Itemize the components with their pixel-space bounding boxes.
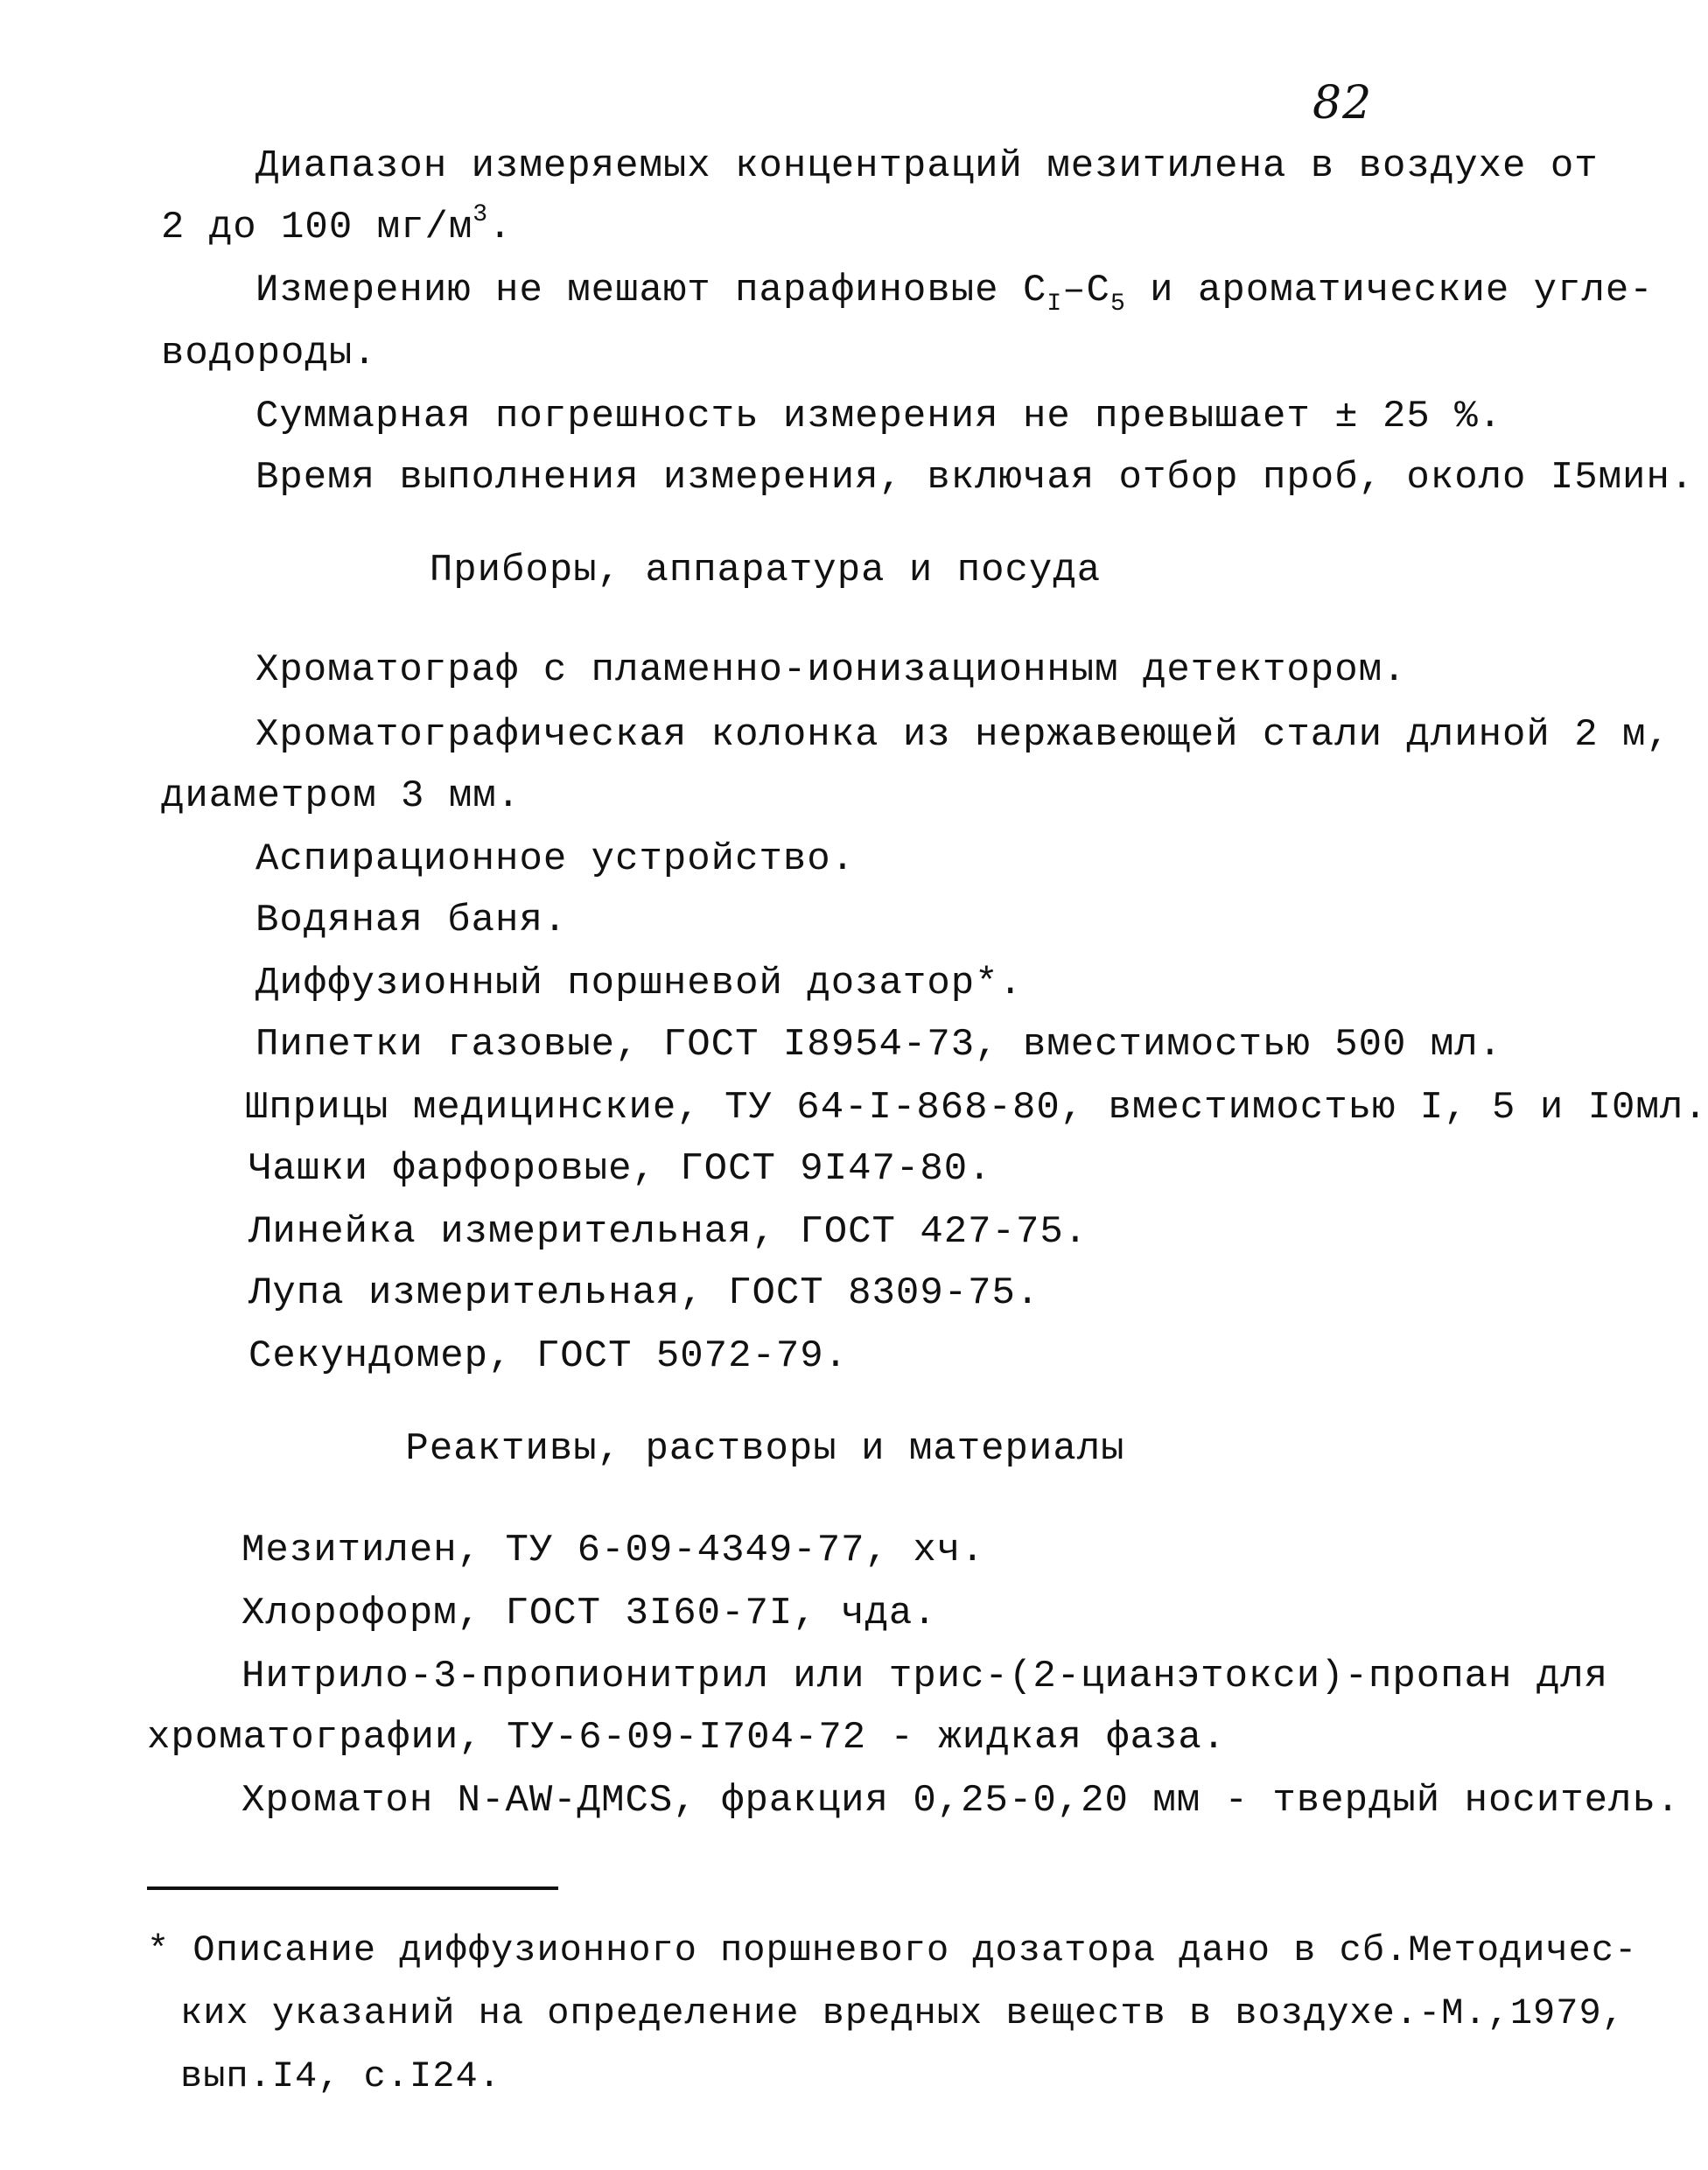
intro-line-6: Время выполнения измерения, включая отбор проб, около I5мин. xyxy=(256,456,1695,500)
intro-line-1: Диапазон измеряемых концентраций мезитилена в воздухе от xyxy=(256,144,1599,188)
reagent-item: хроматографии, ТУ-6-09-I704-72 - жидкая фаза. xyxy=(147,1716,1227,1760)
footnote-line-2: ких указаний на определение вредных веществ в воздухе.-М.,1979, xyxy=(180,1992,1625,2034)
intro-line-2-text: 2 до 100 мг/м xyxy=(161,206,473,249)
instrument-item: Водяная баня. xyxy=(256,899,568,942)
reagent-item: Хроматон N-AW-ДМСS, фракция 0,25-0,20 мм - твердый носитель. xyxy=(242,1779,1681,1823)
intro-line-3-text: Измерению не мешают парафиновые C xyxy=(256,269,1047,312)
intro-line-3 xyxy=(256,269,1654,318)
instrument-item: Пипетки газовые, ГОСТ I8954-73, вместимостью 500 мл. xyxy=(256,1023,1503,1067)
instrument-item: диаметром 3 мм. xyxy=(161,774,522,818)
section-heading-instruments: Приборы, аппаратура и посуда xyxy=(429,549,1102,592)
intro-line-2-sup: 3 xyxy=(472,201,489,228)
intro-line-2-end: . xyxy=(488,206,513,249)
reagent-item: Мезитилен, ТУ 6-09-4349-77, хч. xyxy=(242,1529,985,1572)
instrument-item: Диффузионный поршневой дозатор*. xyxy=(256,962,1023,1005)
instrument-item: Аспирационное устройство. xyxy=(256,837,856,881)
intro-line-3-mid: –C xyxy=(1062,269,1110,312)
reagent-item: Хлороформ, ГОСТ 3I60-7I, чда. xyxy=(242,1592,937,1635)
page-number: 82 xyxy=(1312,77,1373,130)
instrument-item: Лупа измерительная, ГОСТ 8309-75. xyxy=(248,1271,1040,1315)
intro-line-4: водороды. xyxy=(161,332,377,375)
intro-line-5: Суммарная погрешность измерения не превышает ± 25 %. xyxy=(256,395,1503,438)
footnote-divider xyxy=(147,1886,558,1890)
intro-line-3-sub-2: 5 xyxy=(1110,290,1126,318)
instrument-item: Линейка измерительная, ГОСТ 427-75. xyxy=(248,1210,1088,1254)
footnote-line-1: * Описание диффузионного поршневого дозатора дано в сб.Методичес- xyxy=(147,1929,1638,1971)
instrument-item: Секундомер, ГОСТ 5072-79. xyxy=(248,1334,849,1378)
reagent-item: Нитрило-3-пропионитрил или трис-(2-цианэтокси)-пропан для xyxy=(242,1655,1609,1698)
instrument-item: Хроматографическая колонка из нержавеющей стали длиной 2 м, xyxy=(256,713,1670,757)
instrument-item: Шприцы медицинские, ТУ 64-I-868-80, вместимостью I, 5 и I0мл. xyxy=(245,1086,1708,1130)
instrument-item: Хроматограф с пламенно-ионизационным детектором. xyxy=(256,648,1407,692)
intro-line-3-sub-1: I xyxy=(1046,290,1063,318)
intro-line-3-end: и ароматические угле- xyxy=(1125,269,1654,312)
section-heading-reagents: Реактивы, растворы и материалы xyxy=(405,1427,1125,1471)
footnote-line-3: вып.I4, с.I24. xyxy=(180,2055,501,2097)
instrument-item: Чашки фарфоровые, ГОСТ 9I47-80. xyxy=(248,1147,992,1191)
intro-line-2 xyxy=(161,201,513,249)
